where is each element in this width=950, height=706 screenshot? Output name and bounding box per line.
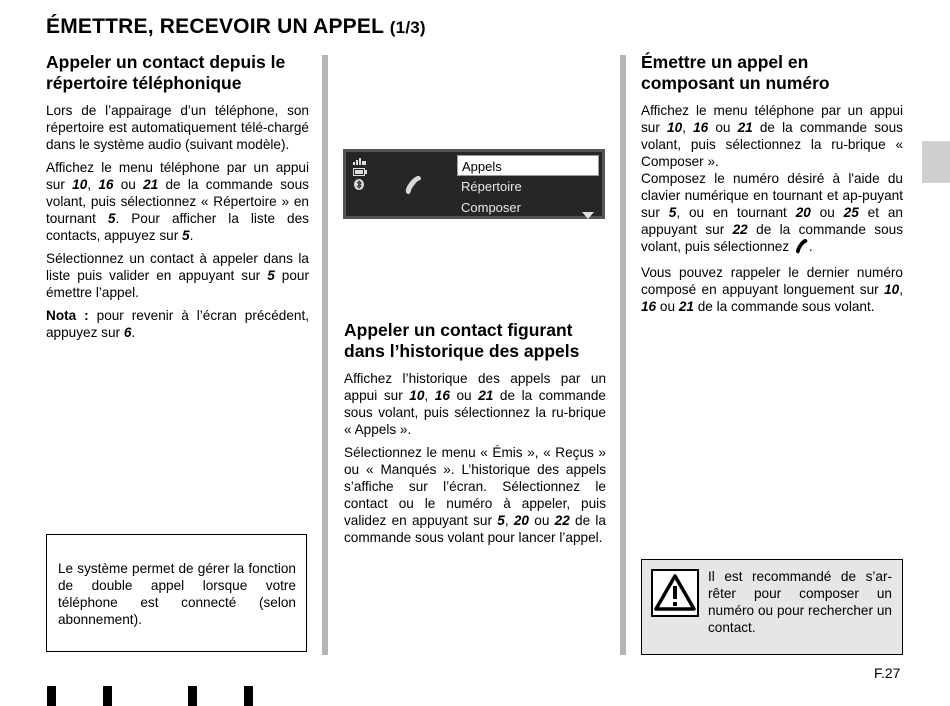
info-box-double-call (46, 534, 307, 652)
column-phonebook (46, 52, 309, 347)
footer-mark (244, 686, 253, 706)
page-title (46, 15, 426, 39)
paragraph-compose-number: Composez le numéro désiré à l'aide du clavier numérique en tournant et ap-puyant sur 5, ou en tournant 20 ou 25 et an appuyant sur 22 de la commande sous volant, puis sélectionnez . (641, 170, 903, 258)
paragraph-open-history: Affichez l’historique des appels par un appui sur 10, 16 ou 21 de la commande sous volant, puis sélectionnez la ru-brique « Appels ». (344, 371, 606, 437)
section-heading-history: Appeler un contact figurant dans l’historique des appels (344, 320, 580, 361)
call-handset-icon (793, 238, 809, 258)
signal-icon (353, 157, 367, 165)
paragraph-select-contact: Sélectionnez un contact à appeler dans la liste puis valider en appuyant sur 5 pour émettre l’appel. (46, 251, 309, 300)
page-part-indicator: (1/3) (389, 18, 426, 37)
bluetooth-icon (353, 179, 367, 189)
paragraph-redial: Vous pouvez rappeler le dernier numéro composé en appuyant longuement sur 10, 16 ou 21 de la commande sous volant. (641, 265, 903, 314)
menu-item-repertoire[interactable]: Répertoire (461, 179, 522, 194)
warning-triangle-icon (651, 569, 699, 622)
screen-display (346, 152, 602, 216)
paragraph-open-composer: Affichez le menu téléphone par un appui sur 10, 16 ou 21 de la commande sous volant, puis sélectionnez la ru-brique « Composer ». (641, 103, 903, 169)
column-dial-number (641, 52, 903, 321)
note-label: Nota : (46, 308, 89, 323)
section-heading-dial: Émettre un appel en composant un numéro (641, 52, 830, 93)
menu-item-composer[interactable]: Composer (461, 200, 521, 215)
footer-mark (188, 686, 197, 706)
menu-item-appels[interactable]: Appels (457, 155, 599, 176)
battery-icon (353, 168, 367, 176)
warning-box (641, 559, 903, 655)
compose-text: Composez le numéro désiré à l'aide du clavier numérique en tournant et ap-puyant sur 5, ou en tournant 20 ou 25 et an appuyant sur 22 de la commande sous volant, puis sélectionnez (641, 171, 903, 254)
section-heading-phonebook: Appeler un contact depuis le répertoire téléphonique (46, 52, 286, 93)
page-title-text: ÉMETTRE, RECEVOIR UN APPEL (46, 15, 384, 38)
phone-handset-icon (402, 174, 424, 201)
column-call-history (344, 320, 606, 552)
footer-mark (47, 686, 56, 706)
column-divider-left (322, 55, 328, 655)
chapter-tab (922, 141, 950, 183)
paragraph-open-phonebook: Affichez le menu téléphone par un appui sur 10, 16 ou 21 de la commande sous volant, puis sélectionnez « Répertoire » en tournant 5. Pour afficher la liste des contacts, appuyez sur 5. (46, 160, 309, 243)
warning-text: Il est recommandé de s’ar-rêter pour composer un numéro ou pour rechercher un contact. (708, 569, 892, 635)
footer-mark (103, 686, 112, 706)
audio-screen-phone-menu (343, 149, 605, 219)
column-divider-right (620, 55, 626, 655)
paragraph-select-history: Sélectionnez le menu « Émis », « Reçus » ou « Manqués ». L’historique des appels s’affiche sur l’écran. Sélectionnez le contact ou le numéro à appeler, puis validez en appuyant sur 5, 20 ou 22 de la commande sous volant pour lancer l’appel. (344, 445, 606, 545)
paragraph-pairing: Lors de l’appairage d’un téléphone, son répertoire est automatiquement télé-chargé dans le système audio (suivant modèle). (46, 103, 309, 152)
page-number: F.27 (874, 665, 901, 681)
info-box-text: Le système permet de gérer la fonction de double appel lorsque votre téléphone est connecté (selon abonnement). (58, 561, 296, 627)
note-text: pour revenir à l’écran précédent, appuyez sur 6. (46, 308, 309, 340)
paragraph-note (46, 307, 309, 341)
scroll-down-arrow-icon[interactable] (582, 206, 594, 224)
